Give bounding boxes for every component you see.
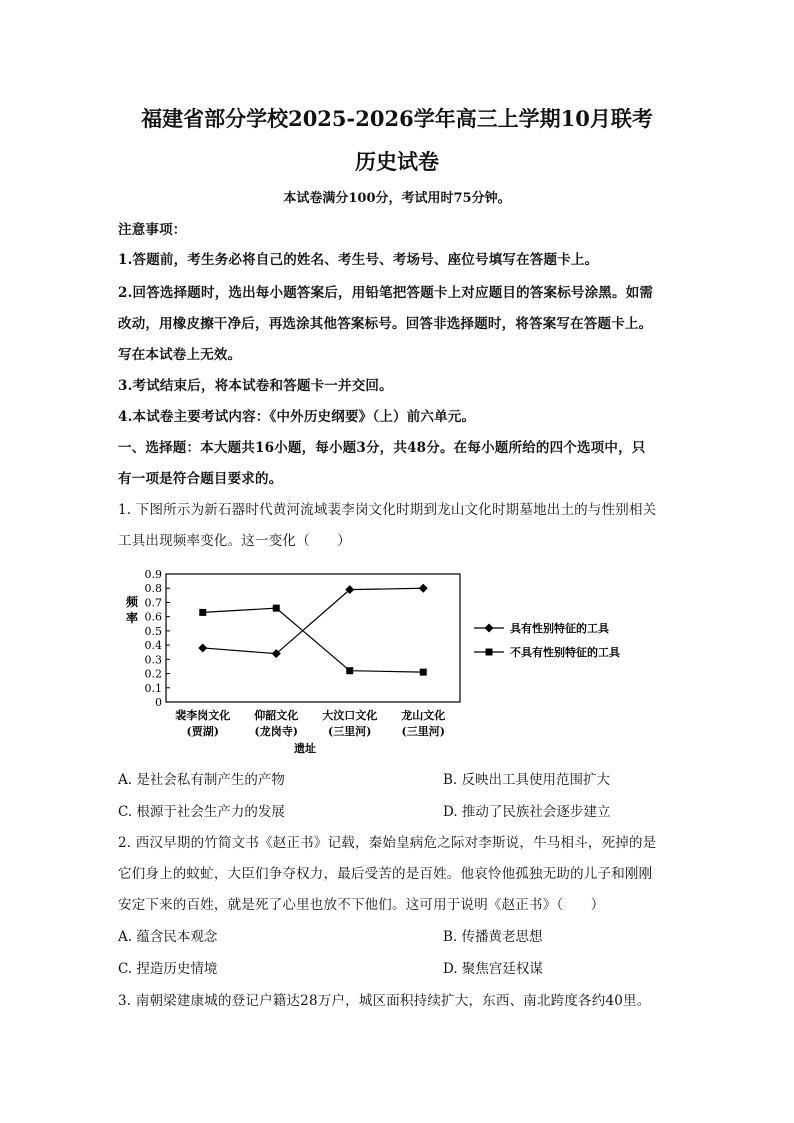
q1-option-a: A. 是社会私有制产生的产物 [118, 772, 285, 788]
q2-stem-line2: 它们身上的蚊虻，大臣们争夺权力，最后受苦的是百姓。他哀怜他孤独无助的儿子和刚刚 [118, 866, 653, 882]
legend-label-1: 具有性别特征的工具 [510, 622, 609, 635]
note-item-2: 2.回答选择题时，选出每小题答案后，用铅笔把答题卡上对应题目的答案标号涂黑。如需 [118, 285, 654, 301]
q1-stem-line1: 1. 下图所示为新石器时代黄河流域裴李岗文化时期到龙山文化时期墓地出土的与性别相关 [118, 502, 657, 518]
plot-frame [166, 574, 460, 702]
x-tick-label: 仰韶文化 [254, 709, 299, 722]
exam-info: 本试卷满分100分，考试用时75分钟。 [283, 191, 511, 206]
series-point-2 [346, 667, 353, 674]
note-item-1: 1.答题前，考生务必将自己的姓名、考生号、考场号、座位号填写在答题卡上。 [118, 252, 599, 268]
y-tick-label: 0.8 [144, 582, 162, 596]
q2-stem-line1: 2. 西汉早期的竹简文书《赵正书》记载，秦始皇病危之际对李斯说，牛马相斗，死掉的是 [118, 835, 657, 851]
legend-label-2: 不具有性别特征的工具 [510, 646, 620, 659]
note-item-4: 4.本试卷主要考试内容：《中外历史纲要》（上）前六单元。 [118, 409, 476, 425]
q1-stem-line2: 工具出现频率变化。这一变化（ ） [118, 533, 351, 549]
q2-option-c: C. 捏造历史情境 [118, 961, 218, 977]
note-item-2-cont: 改动，用橡皮擦干净后，再选涂其他答案标号。回答非选择题时，将答案写在答题卡上。 [118, 316, 653, 332]
y-tick-label: 0.6 [144, 610, 162, 624]
y-tick-label: 0.2 [144, 667, 162, 681]
y-tick-label: 0.1 [144, 681, 162, 695]
q2-option-b: B. 传播黄老思想 [443, 929, 543, 945]
q1-option-d: D. 推动了民族社会逐步建立 [443, 804, 611, 820]
y-axis-label: 率 [125, 611, 139, 625]
series-point-1 [419, 584, 428, 593]
y-tick-label: 0.5 [144, 624, 162, 638]
legend-marker-1 [485, 624, 494, 633]
series-point-2 [199, 609, 206, 616]
series-line-1 [203, 588, 424, 653]
y-tick-label: 0 [155, 696, 162, 709]
series-point-2 [420, 669, 427, 676]
y-tick-label: 0.7 [144, 596, 162, 610]
y-tick-label: 0.3 [144, 653, 162, 667]
note-item-3: 3.考试结束后，将本试卷和答题卡一并交回。 [118, 378, 393, 394]
notes-heading: 注意事项： [118, 222, 187, 238]
note-item-2-cont2: 写在本试卷上无效。 [118, 347, 242, 363]
x-tick-sublabel: (三里河) [328, 725, 372, 738]
x-tick-label: 大汶口文化 [322, 709, 378, 722]
q3-stem-line1: 3. 南朝梁建康城的登记户籍达28万户，城区面积持续扩大，东西、南北跨度各约40里。 [118, 993, 651, 1009]
exam-title: 福建省部分学校2025-2026学年高三上学期10月联考 [141, 106, 653, 131]
exam-subtitle: 历史试卷 [355, 149, 439, 174]
x-tick-label: 龙山文化 [401, 709, 446, 722]
y-tick-label: 0.9 [144, 568, 162, 581]
x-tick-sublabel: (龙岗寺) [254, 725, 298, 738]
q1-chart [118, 562, 658, 762]
series-line-2 [203, 608, 424, 672]
section-heading: 一、选择题：本大题共16小题，每小题3分，共48分。在每小题所给的四个选项中，只 [118, 440, 646, 456]
x-axis-label: 遗址 [294, 742, 316, 755]
section-heading-cont: 有一项是符合题目要求的。 [118, 471, 283, 487]
y-tick-label: 0.4 [144, 639, 162, 653]
q2-option-d: D. 聚焦宫廷权谋 [443, 961, 543, 977]
y-axis-label: 频 [125, 595, 139, 609]
q2-option-a: A. 蕴含民本观念 [118, 929, 218, 945]
x-tick-sublabel: (三里河) [401, 725, 445, 738]
q1-option-c: C. 根源于社会生产力的发展 [118, 804, 285, 820]
q2-stem-line3: 安定下来的百姓，就是死了心里也放不下他们。这可用于说明《赵正书》（ ） [118, 897, 605, 913]
x-tick-label: 裴李岗文化 [175, 709, 231, 722]
series-point-2 [273, 605, 280, 612]
series-point-1 [198, 643, 207, 652]
q1-option-b: B. 反映出工具使用范围扩大 [443, 772, 611, 788]
legend-marker-2 [486, 649, 493, 656]
x-tick-sublabel: (贾湖) [186, 725, 219, 738]
